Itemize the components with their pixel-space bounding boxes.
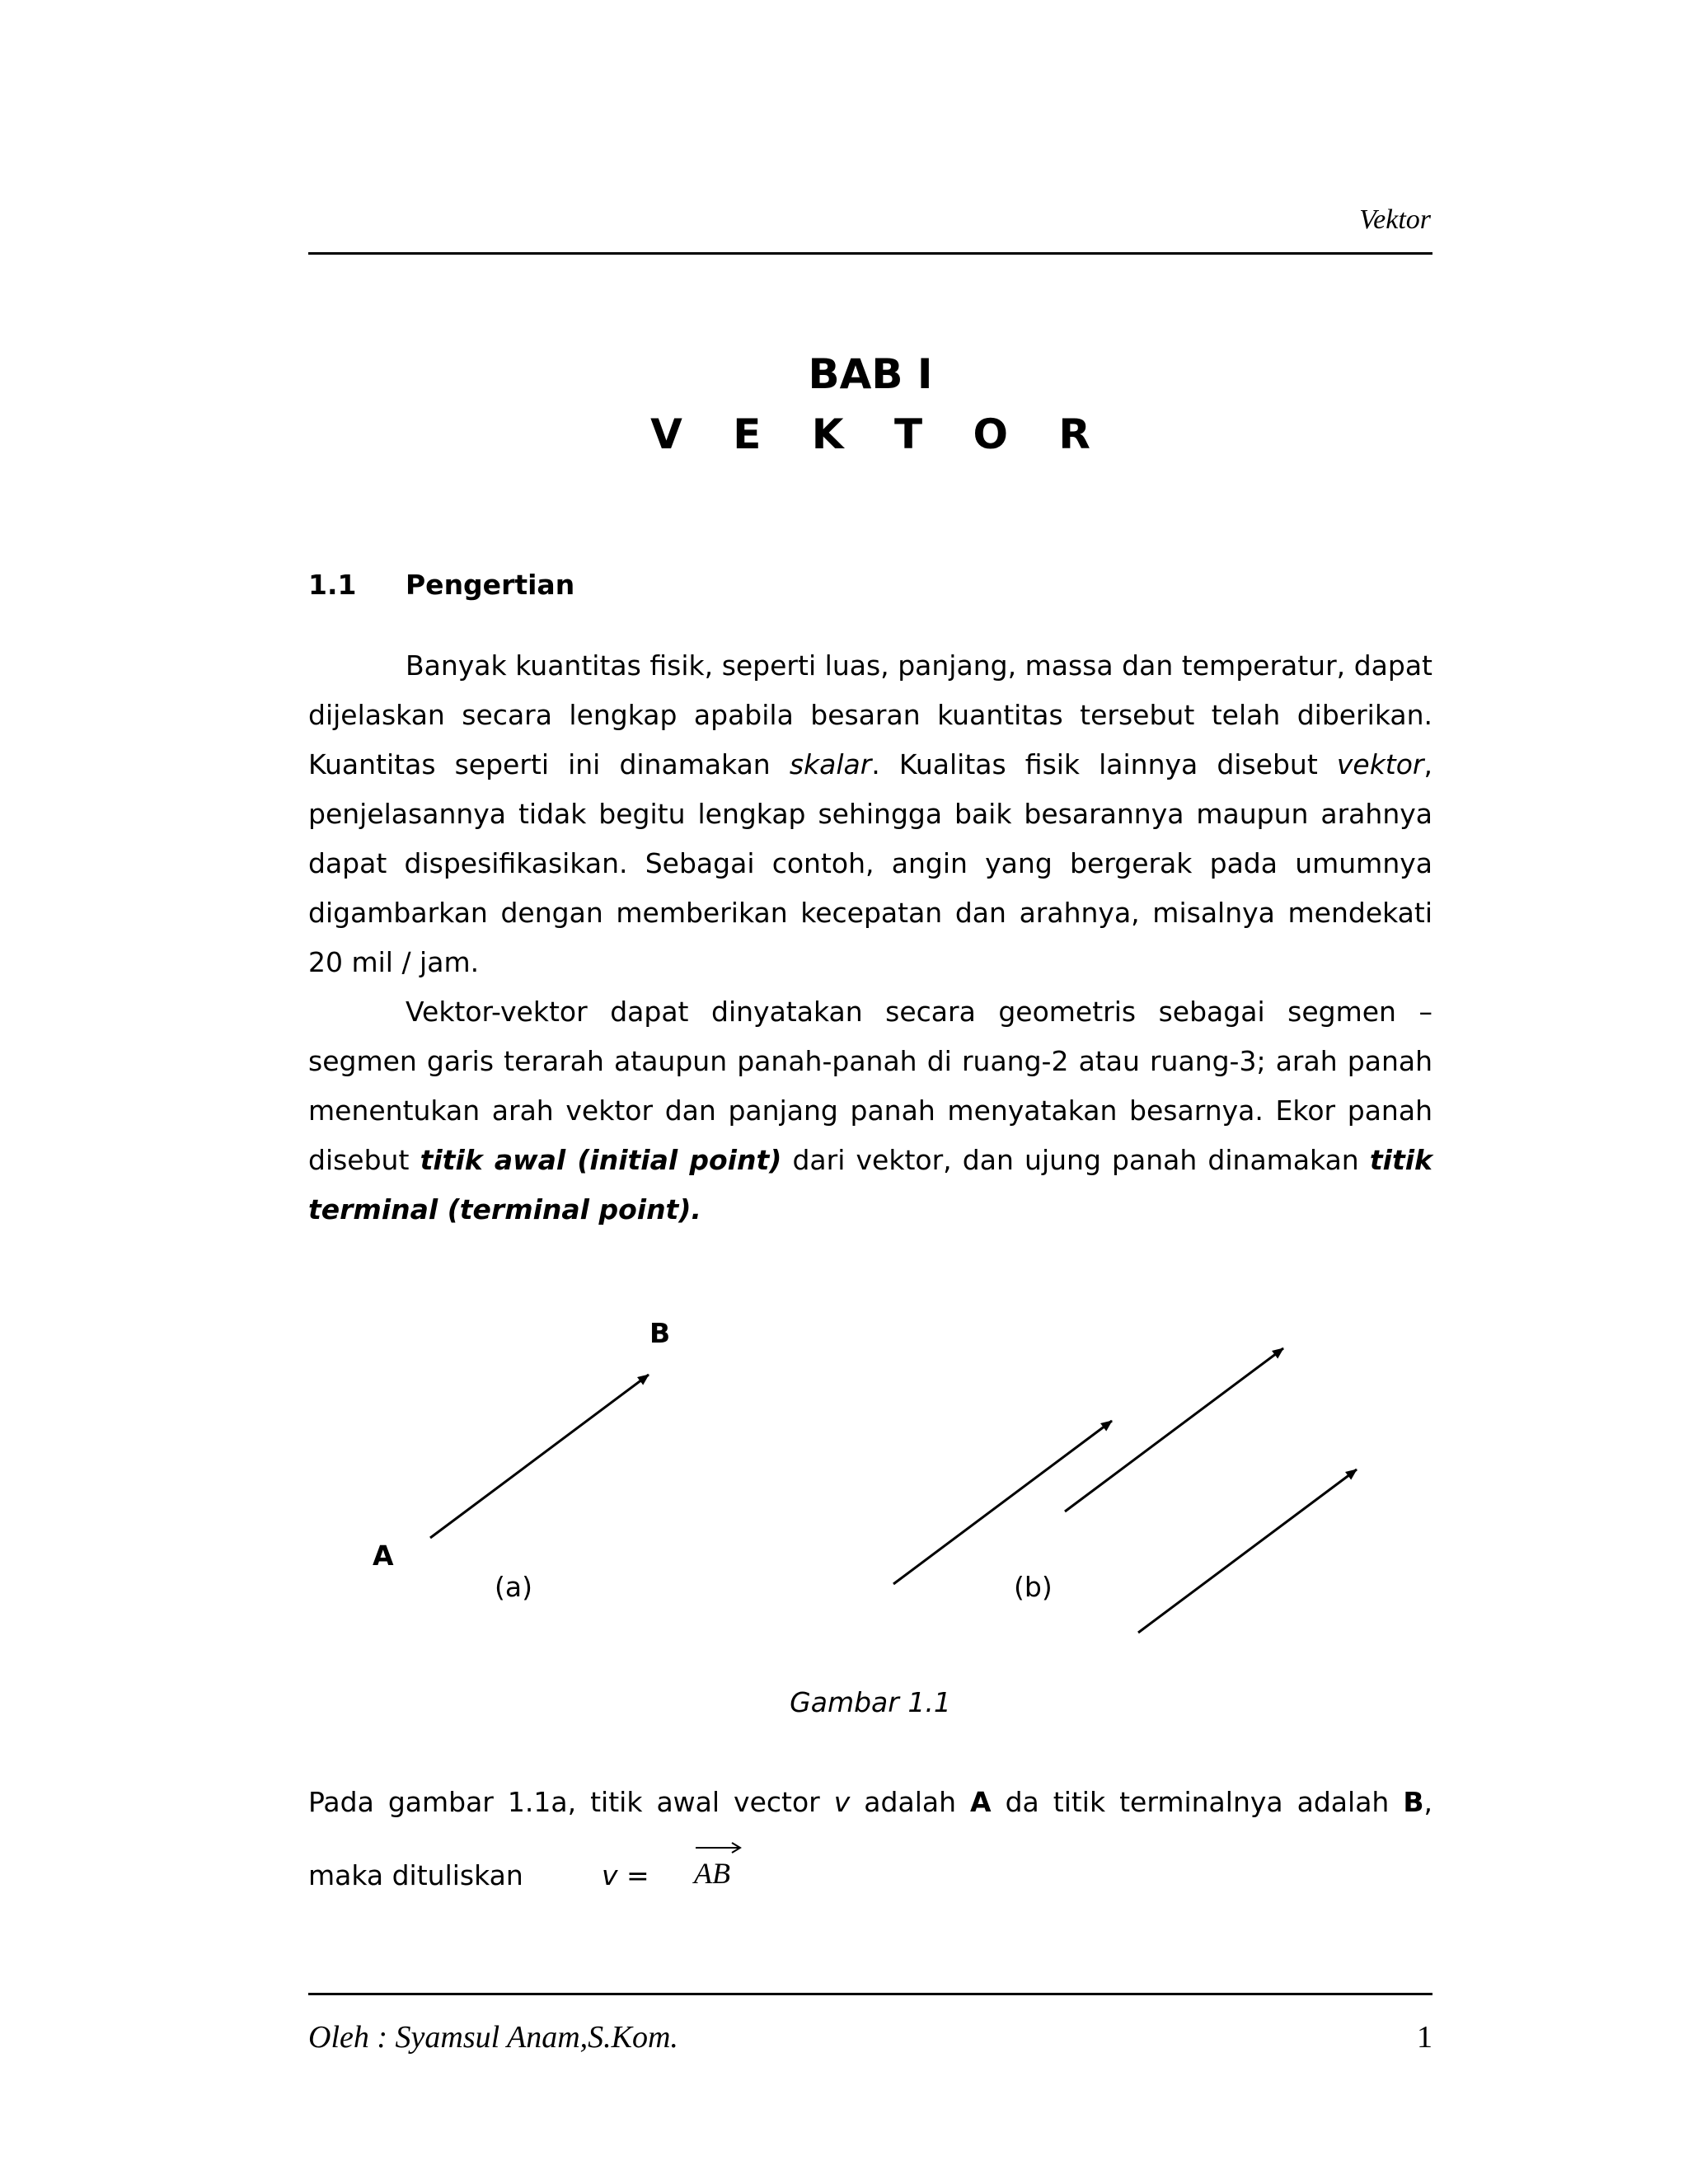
text-run: Vektor-vektor dapat dinyatakan secara geometris sebagai segmen – segmen garis terarah ataupun panah-panah di ruang-2 atau ruang-3; arah panah menentukan arah vektor dan panjang panah menyatakan besarnya. Ekor panah disebut: [308, 996, 1432, 1176]
vector-arrow-over-icon: [694, 1840, 742, 1856]
page-number: 1: [1417, 2020, 1432, 2055]
formula-vector: [694, 1856, 730, 1891]
chapter-number: BAB I: [808, 350, 933, 398]
text-run: Banyak kuantitas fisik, seperti luas, panjang, massa dan temperatur, dapat dijelaskan secara lengkap apabila besaran kuantitas tersebut telah diberikan. Kuantitas seperti ini dinamakan: [308, 649, 1432, 780]
section-title: Pengertian: [406, 569, 575, 601]
paragraph-1: [308, 641, 1432, 987]
text-run: . Kualitas fisik lainnya disebut: [871, 748, 1337, 780]
conclusion-line-1: [308, 1786, 1432, 1818]
figure-caption: Gambar 1.1: [790, 1686, 951, 1718]
point-b-label: B: [649, 1317, 671, 1349]
paragraph-2: [308, 987, 1432, 1235]
chapter-title: V E K T O R: [650, 410, 1109, 458]
text-run: titik terminal (terminal point).: [308, 1144, 1432, 1226]
formula-lhs: v =: [602, 1859, 649, 1891]
text-run: B: [1403, 1786, 1424, 1818]
footer-author: Oleh : Syamsul Anam,S.Kom.: [308, 2020, 678, 2055]
vector-b3-arrow: [1138, 1469, 1357, 1633]
vector-ab-arrow: [430, 1375, 649, 1538]
text-run: v: [833, 1786, 851, 1818]
text-run: A: [970, 1786, 992, 1818]
figure-vectors: [308, 1302, 1432, 1648]
text-run: , penjelasannya tidak begitu lengkap sehingga baik besarannya maupun arahnya dapat dispesifikasikan. Sebagai contoh, angin yang bergerak pada umumnya digambarkan dengan memberikan kecepatan dan arahnya, misalnya mendekati 20 mil / jam.: [308, 748, 1432, 978]
section-number: 1.1: [308, 569, 357, 601]
text-run: dari vektor, dan ujung panah dinamakan: [781, 1144, 1370, 1176]
text-run: titik awal (initial point): [420, 1144, 782, 1176]
text-run: skalar: [789, 748, 872, 780]
text-run: adalah: [850, 1786, 971, 1818]
header-title: Vektor: [1359, 204, 1431, 235]
vector-b1-arrow: [893, 1421, 1112, 1584]
vector-diagram: [308, 1302, 1432, 1648]
header-rule: [308, 252, 1432, 255]
vector-b2-arrow: [1065, 1348, 1283, 1511]
point-a-label: A: [373, 1540, 394, 1572]
section-heading: [308, 569, 574, 601]
vector-ab-notation: AB: [694, 1857, 730, 1890]
figure-a-label: (a): [495, 1571, 532, 1603]
text-run: ,: [1423, 1786, 1433, 1818]
text-run: Pada gambar 1.1a, titik awal vector: [308, 1786, 834, 1818]
conclusion-line-2: maka dituliskan: [308, 1859, 523, 1891]
text-run: da titik terminalnya adalah: [991, 1786, 1404, 1818]
text-run: vektor: [1336, 748, 1424, 780]
footer-rule: [308, 1993, 1432, 1995]
figure-b-label: (b): [1014, 1571, 1053, 1603]
